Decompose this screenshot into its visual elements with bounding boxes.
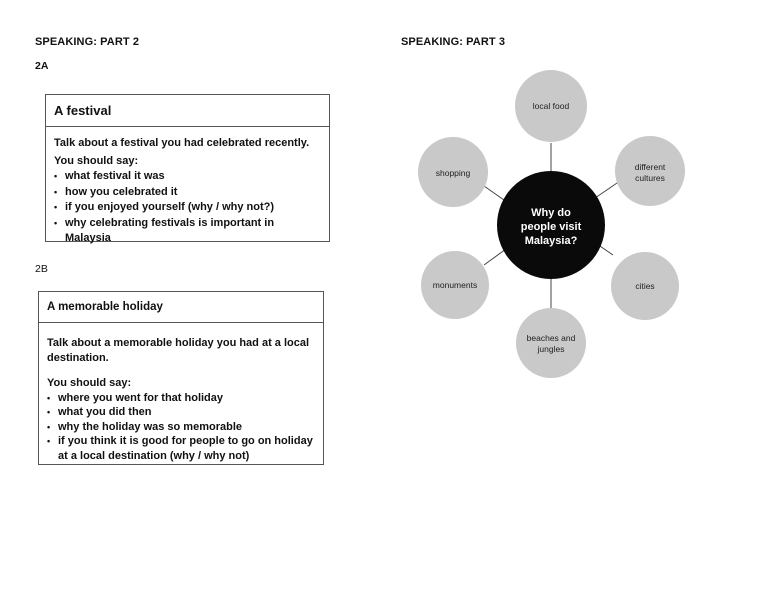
list-item: • how you celebrated it (54, 185, 321, 201)
card-a-label: 2A (35, 60, 49, 72)
center-line1: Why do (531, 207, 571, 219)
node-label-local-food: local food (532, 101, 570, 111)
part3-heading: SPEAKING: PART 3 (401, 36, 506, 48)
card-b-title: A memorable holiday (39, 292, 323, 323)
part2-heading: SPEAKING: PART 2 (35, 36, 140, 48)
card-a-body (46, 127, 329, 247)
card-b-body (39, 323, 323, 463)
spoke-cultures (595, 181, 620, 198)
card-a-say: You should say: (54, 154, 139, 167)
list-item (47, 434, 315, 463)
card-b-last-point-line1: if you think it is good for people to go on holiday (58, 435, 313, 447)
card-b-topic-line1: Talk about a memorable holiday you had at a local (47, 337, 310, 349)
node-label-shopping: shopping (435, 168, 471, 178)
card-b-say: You should say: (47, 377, 132, 389)
card-b-topic (47, 336, 315, 365)
card-b-points (47, 391, 315, 464)
list-item: • what you did then (47, 405, 315, 420)
center-line2: people visit (520, 221, 582, 233)
card-b-label: 2B (35, 263, 48, 275)
node-label-monuments: monuments (432, 280, 478, 290)
list-item: • what festival it was (54, 169, 321, 185)
list-item: • if you enjoyed yourself (why / why not?) (54, 200, 321, 216)
cue-card-holiday (38, 291, 324, 465)
node-label-different: different (634, 162, 666, 172)
card-a-points (54, 169, 321, 247)
node-label-cultures: cultures (635, 173, 665, 183)
node-label-jungles: jungles (537, 344, 565, 354)
cue-card-festival (45, 94, 330, 242)
list-item: • where you went for that holiday (47, 391, 315, 406)
spoke-shopping (484, 186, 504, 200)
card-a-topic: Talk about a festival you had celebrated recently. (54, 137, 310, 149)
list-item: • why the holiday was so memorable (47, 420, 315, 435)
list-item: • why celebrating festivals is important in Malaysia (54, 216, 321, 247)
spoke-monuments (484, 249, 506, 265)
mindmap-diagram (400, 58, 705, 408)
node-label-cities: cities (635, 281, 655, 291)
node-label-beaches: beaches and (526, 333, 576, 343)
card-b-topic-line2: destination. (47, 351, 109, 364)
card-b-last-point-line2: at a local destination (why / why not) (58, 449, 250, 462)
node-beaches-jungles (516, 308, 586, 378)
card-a-title: A festival (46, 95, 329, 127)
center-line3: Malaysia? (524, 235, 578, 247)
